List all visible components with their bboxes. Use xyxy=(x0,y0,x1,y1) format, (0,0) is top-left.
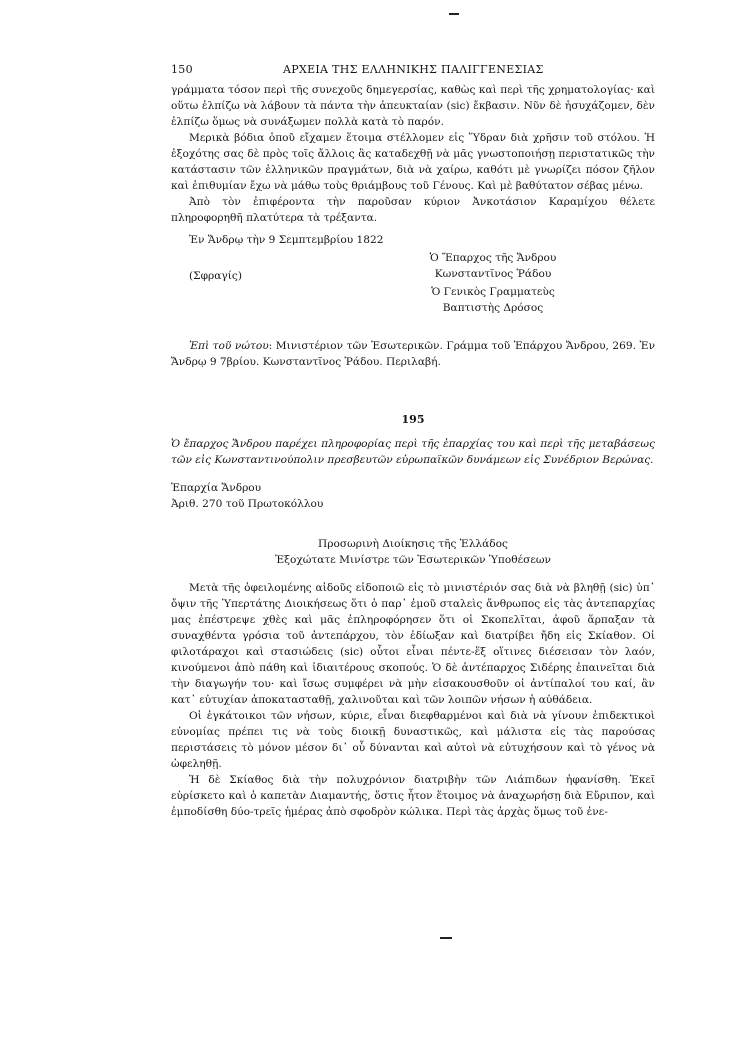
body-paragraph: Ἡ δὲ Σκίαθος διὰ τὴν πολυχρόνιον διατριβὴν τῶν Λιάπιδων ἠφανίσθη. Ἐκεῖ εὑρίσκετο καὶ ὁ καπετὰν Διαμαντής, ὅστις ἦτον ἕτοιμος νὰ ἀναχωρήσῃ διὰ Εὔριπον, καὶ ἐμποδίσθη δύο-τρεῖς ἡμέρας ἀπὸ σφοδρὸν κώλικα. Περὶ τὰς ἀρχὰς ὅμως τοῦ ἐνε- xyxy=(171,774,655,818)
verso-note xyxy=(171,338,655,370)
meta-line: Ἐπαρχία Ἄνδρου xyxy=(171,482,262,494)
letter-paragraph: Ἀπὸ τὸν ἐπιφέροντα τὴν παροῦσαν κύριον Ἀνκοτάσιον Καραμίχου θέλετε πληροφορηθῆ πλατύτερα τὰ τρέξαντα. xyxy=(171,196,655,224)
verso-label: Ἐπὶ τοῦ νώτου xyxy=(189,340,269,352)
address-line: Προσωρινὴ Διοίκησις τῆς Ἑλλάδος xyxy=(318,538,508,550)
verso-text: : Μινιστέριον τῶν Ἐσωτερικῶν. Γράμμα τοῦ Ἐπάρχου Ἄνδρου, 269. Ἐν Ἄνδρῳ 9 7βρίου. Κωνσταντῖνος Ῥάδου. Περιλαβή. xyxy=(171,340,656,368)
body-paragraph: Οἱ ἐγκάτοικοι τῶν νήσων, κύριε, εἶναι διεφθαρμένοι καὶ διὰ νὰ γίνουν ἐπιδεκτικοὶ εὐνομίας πρέπει τις νὰ τοὺς διοικῇ δυναστικῶς, καὶ μάλιστα εἰς τὰς παρούσας περιστάσεις τὸ μόνον μέσον δι᾽ οὗ δύνανται καὶ αὐτοὶ νὰ εὐτυχήσουν καὶ τὸ γένος νὰ ὠφεληθῇ. xyxy=(171,710,655,770)
letter-paragraph: Μερικὰ βόδια ὁποῦ εἴχαμεν ἕτοιμα στέλλομεν εἰς Ὕδραν διὰ χρῆσιν τοῦ στόλου. Ἡ ἐξοχότης σας δὲ πρὸς τοῖς ἄλλοις ἂς καταδεχθῇ νὰ μᾶς γνωστοποιήσῃ περιστατικῶς τὴν κατάστασιν τῶν ἑλληνικῶν πραγμάτων, διὰ νὰ χαίρω, καθότι μὲ γνωρίζει πόσον ζῆλον καὶ ἐπιθυμίαν ἔχω νὰ μάθω τοὺς θριάμβους τοῦ Γένους. Καὶ μὲ βαθύτατον σέβας μένω. xyxy=(171,132,655,192)
document-address xyxy=(171,536,655,568)
document-summary: Ὁ ἔπαρχος Ἄνδρου παρέχει πληροφορίας περὶ τῆς ἐπαρχίας του καὶ περὶ τῆς μεταβάσεως τῶν εἰς Κωνσταντινούπολιν πρεσβευτῶν εὐρωπαϊκῶν δυνάμεων εἰς Συνέδριον Βερώνας. xyxy=(171,438,655,466)
seal-note: (Σφραγίς) xyxy=(189,270,242,282)
signature-line: Βαπτιστὴς Δρόσος xyxy=(442,302,544,314)
scan-mark-top xyxy=(449,13,459,15)
scan-mark-bottom xyxy=(440,937,452,939)
running-title: ΑΡΧΕΙΑ ΤΗΣ ΕΛΛΗΝΙΚΗΣ ΠΑΛΙΓΓΕΝΕΣΙΑΣ xyxy=(283,63,544,76)
page-number: 150 xyxy=(171,63,193,76)
document-number: 195 xyxy=(401,413,425,426)
book-page xyxy=(171,62,655,820)
body-paragraph: Μετὰ τῆς ὀφειλομένης αἰδοῦς εἰδοποιῶ εἰς τὸ μινιστέριόν σας διὰ νὰ βληθῇ (sic) ὑπ᾽ ὄψιν τῆς Ὑπερτάτης Διοικήσεως ὅτι ὁ παρ᾽ ἐμοῦ σταλεὶς ἄνθρωπος εἰς τὰς ἀντεπαρχίας μας ἐπέστρεψε χθὲς καὶ μᾶς ἐπληροφόρησεν ὅτι οἱ Σκοπελῖται, ἀφοῦ ἅρπαξαν τὰ συναχθέντα γρόσια τοῦ ἀντεπάρχου, τὸν ἐδίωξαν καὶ διατρίβει ἤδη εἰς Σκίαθον. Οἱ φιλοτάραχοι καὶ στασιώδεις (sic) οὗτοι εἶναι πέντε-ἕξ οἵτινες διέσεισαν τὸν λαόν, κινούμενοι ἀπὸ πάθη καὶ ἰδιαιτέρους σκοπούς. Ὁ δὲ ἀντέπαρχος Σιδέρης ἐπαινεῖται διὰ τὴν διαγωγήν του· καὶ ἴσως συμφέρει νὰ μὴν εἰσακουσθοῦν οἱ ἀντίπαλοί του καί, ἂν κατ᾽ εὐτυχίαν ἀποκατασταθῇ, χαλινοῦται καὶ τῶν λοιπῶν νήσων ἡ αὐθάδεια. xyxy=(171,582,655,706)
letter-paragraph: γράμματα τόσον περὶ τῆς συνεχοῦς δημεγερσίας, καθὼς καὶ περὶ τῆς χρηματολογίας· καὶ οὕτω ἐλπίζω νὰ λάβουν τὰ πάντα τὴν ἀπευκταίαν (sic) ἔκβασιν. Νῦν δὲ ἡσυχάζομεν, δὲν ἐλπίζω ὅμως νὰ συνάξωμεν πολλὰ κατὰ τὸ παρόν. xyxy=(171,84,655,128)
running-header xyxy=(171,62,655,82)
signature-line: Ὁ Ἔπαρχος τῆς Ἄνδρου xyxy=(429,252,557,264)
signature-block xyxy=(171,250,655,322)
document-meta xyxy=(171,480,655,512)
document-body xyxy=(171,580,655,820)
meta-line: Ἀριθ. 270 τοῦ Πρωτοκόλλου xyxy=(171,498,324,510)
signature-line: Ὁ Γενικὸς Γραμματεὺς xyxy=(431,286,555,298)
previous-letter-ending xyxy=(171,82,655,370)
letter-date: Ἐν Ἄνδρῳ τὴν 9 Σεμπτεμβρίου 1822 xyxy=(189,234,384,246)
address-line: Ἐξοχώτατε Μινίστρε τῶν Ἐσωτερικῶν Ὑποθέσεων xyxy=(275,554,551,566)
signature-line: Κωνσταντῖνος Ῥάδου xyxy=(434,268,552,280)
